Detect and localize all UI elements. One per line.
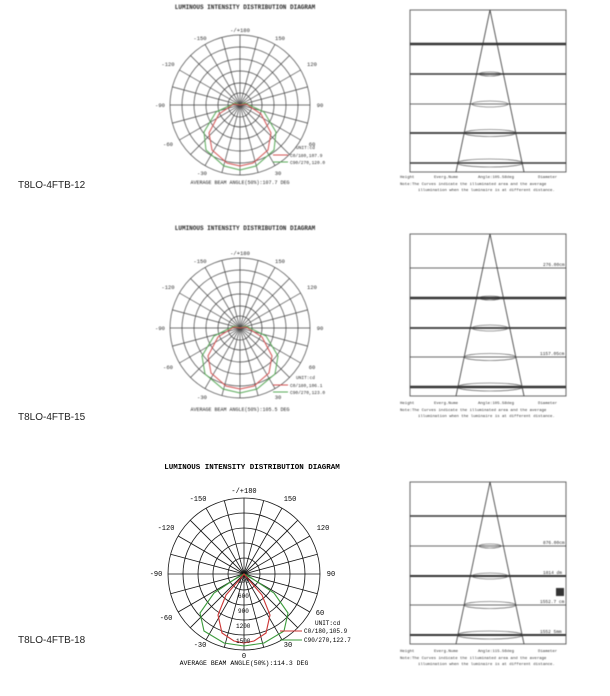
angle-label-l30: -30 bbox=[197, 394, 207, 401]
radial-label-300: 300 bbox=[238, 578, 249, 585]
angle-label-r90: 90 bbox=[316, 102, 324, 109]
side-value-4: 1552 5mm bbox=[540, 630, 562, 635]
diameter-label: Diameter bbox=[538, 176, 558, 180]
angle-label-l120: -120 bbox=[161, 284, 175, 291]
note-line-2: illumination when the luminaire is at different distance. bbox=[418, 663, 555, 667]
row-1 bbox=[0, 0, 610, 220]
angle-label-r120: 120 bbox=[307, 284, 317, 291]
beam-angle: AVERAGE BEAM ANGLE(50%):107.7 DEG bbox=[190, 180, 290, 186]
illumination-cone-diagram bbox=[398, 232, 578, 427]
angle-label-r60: 60 bbox=[308, 141, 316, 148]
legend-c0: C0/180,107.9 bbox=[290, 154, 323, 159]
legend-c90: C90/270,123.0 bbox=[290, 391, 326, 396]
angle-label-r90: 90 bbox=[316, 325, 324, 332]
angle-label-l120: -120 bbox=[161, 61, 175, 68]
model-label: T8LO-4FTB-18 bbox=[18, 635, 86, 646]
beam-angle: AVERAGE BEAM ANGLE(50%):105.5 DEG bbox=[190, 407, 290, 413]
polar-diagram bbox=[140, 0, 350, 205]
side-value-1: 276.00cm bbox=[543, 263, 565, 268]
angle-label-top: -/+180 bbox=[230, 250, 250, 257]
angle-label-l30: -30 bbox=[197, 170, 207, 177]
height-label: Height bbox=[400, 176, 415, 180]
note-line-1: Note:The Curves indicate the illuminated area and the average bbox=[400, 409, 547, 413]
angle-label-l150: -150 bbox=[189, 496, 207, 504]
angle-label-l120: -120 bbox=[157, 525, 175, 533]
angle-label-r150: 150 bbox=[283, 496, 297, 504]
angle-label: Angle:105.58deg bbox=[478, 402, 515, 406]
angle-label-l150: -150 bbox=[193, 35, 207, 42]
diameter-label: Diameter bbox=[538, 650, 558, 654]
radial-label-1500: 1500 bbox=[236, 638, 251, 645]
model-label: T8LO-4FTB-12 bbox=[18, 180, 86, 191]
angle-label: Angle:105.58deg bbox=[478, 176, 515, 180]
angle-label-l60: -60 bbox=[163, 364, 173, 371]
angle-label-l60: -60 bbox=[163, 141, 173, 148]
legend-c0: C0/180,106.1 bbox=[290, 384, 323, 389]
avg-label: Everg.Nume bbox=[434, 650, 459, 654]
avg-label: Everg.Nume bbox=[434, 176, 459, 180]
angle-label-r60: 60 bbox=[308, 364, 316, 371]
note-line-1: Note:The Curves indicate the illuminated area and the average bbox=[400, 657, 547, 661]
angle-label-r120: 120 bbox=[316, 525, 330, 533]
legend-unit: UNIT:cd bbox=[315, 620, 341, 627]
legend-c90: C90/270,122.7 bbox=[304, 637, 351, 644]
diagram-title: LUMINOUS INTENSITY DISTRIBUTION DIAGRAM bbox=[164, 464, 340, 472]
row-3 bbox=[0, 455, 610, 696]
diagram-title: LUMINOUS INTENSITY DISTRIBUTION DIAGRAM bbox=[174, 4, 316, 11]
angle-label-r30: 30 bbox=[274, 394, 282, 401]
angle-label-r30: 30 bbox=[283, 642, 293, 650]
angle-label-l150: -150 bbox=[193, 258, 207, 265]
angle-label-r90: 90 bbox=[326, 571, 336, 579]
angle-label-l90: -90 bbox=[155, 325, 165, 332]
avg-label: Everg.Nume bbox=[434, 402, 459, 406]
diagram-title: LUMINOUS INTENSITY DISTRIBUTION DIAGRAM bbox=[174, 225, 316, 232]
legend-unit: UNIT:cd bbox=[296, 376, 315, 381]
side-value-1: 876.00cm bbox=[543, 541, 565, 546]
height-label: Height bbox=[400, 402, 415, 406]
side-value-2: 1814 dm bbox=[543, 571, 562, 576]
angle-label-r150: 150 bbox=[275, 258, 285, 265]
radial-label-1200: 1200 bbox=[236, 623, 251, 630]
angle-label-l90: -90 bbox=[155, 102, 165, 109]
legend-c90: C90/270,120.0 bbox=[290, 161, 326, 166]
model-label: T8LO-4FTB-15 bbox=[18, 412, 86, 423]
polar-diagram bbox=[130, 455, 370, 670]
side-value-2: 1157.05cm bbox=[540, 352, 565, 357]
illumination-cone-diagram bbox=[398, 480, 578, 672]
note-line-2: illumination when the luminaire is at different distance. bbox=[418, 415, 555, 419]
angle-label-r60: 60 bbox=[315, 610, 325, 618]
polar-diagram bbox=[140, 220, 350, 430]
angle-label-r30: 30 bbox=[274, 170, 282, 177]
diameter-label: Diameter bbox=[538, 402, 558, 406]
angle-label-l60: -60 bbox=[159, 615, 173, 623]
angle-label-top: -/+180 bbox=[230, 27, 250, 34]
angle-label-r120: 120 bbox=[307, 61, 317, 68]
radial-label-900: 900 bbox=[238, 608, 249, 615]
angle-label-bottom: 0 bbox=[241, 653, 247, 661]
note-line-1: Note:The Curves indicate the illuminated area and the average bbox=[400, 183, 547, 187]
angle-label-top: -/+180 bbox=[231, 488, 257, 496]
beam-angle: AVERAGE BEAM ANGLE(50%):114.3 DEG bbox=[179, 660, 309, 667]
angle-label-r150: 150 bbox=[275, 35, 285, 42]
angle-label-l30: -30 bbox=[193, 642, 207, 650]
angle-label: Angle:115.56deg bbox=[478, 650, 515, 654]
legend-c0: C0/180,105.9 bbox=[304, 628, 348, 635]
legend-unit: UNIT:cd bbox=[296, 146, 315, 151]
angle-label-l90: -90 bbox=[149, 571, 163, 579]
note-line-2: illumination when the luminaire is at different distance. bbox=[418, 189, 555, 193]
row-2 bbox=[0, 220, 610, 455]
side-value-3: 1552.7 cm bbox=[540, 600, 565, 605]
illumination-cone-diagram bbox=[398, 8, 578, 198]
height-label: Height bbox=[400, 650, 415, 654]
radial-label-600: 600 bbox=[238, 593, 249, 600]
